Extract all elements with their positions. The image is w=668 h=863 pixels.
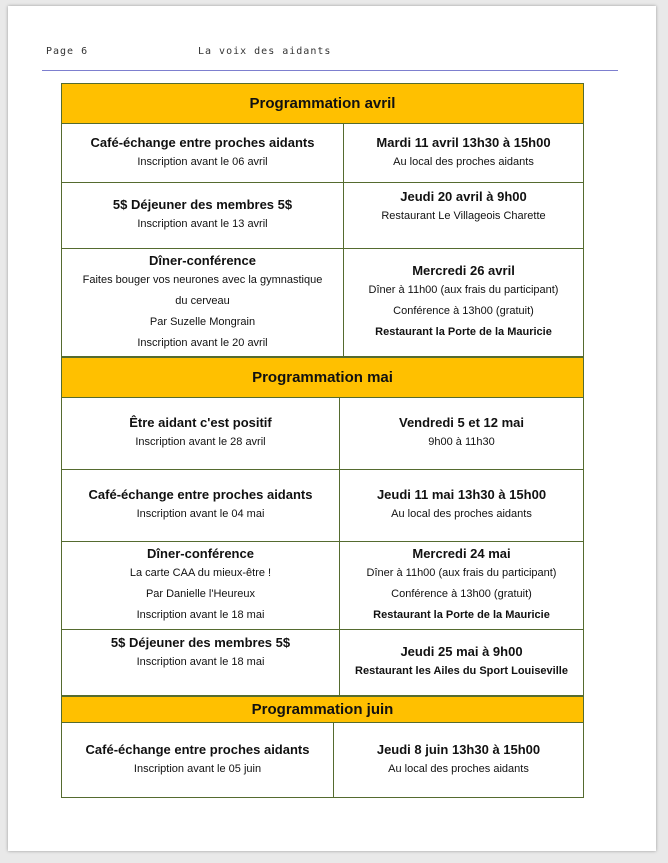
event-row — [61, 124, 584, 183]
event-speaker: Par Suzelle Mongrain — [149, 315, 256, 328]
event-schedule — [340, 630, 583, 695]
event-description — [62, 249, 344, 356]
event-description — [62, 470, 340, 541]
event-title: Dîner-conférence — [147, 546, 254, 561]
event-speaker: Par Danielle l'Heureux — [145, 588, 256, 600]
event-schedule — [344, 249, 583, 356]
event-subtitle: du cerveau — [175, 294, 230, 307]
event-detail: Conférence à 13h00 (gratuit) — [391, 588, 532, 600]
event-location: Au local des proches aidants — [388, 762, 529, 775]
event-subtitle: La carte CAA du mieux-être ! — [129, 567, 272, 579]
event-registration: Inscription avant le 13 avril — [137, 218, 268, 230]
event-row — [61, 542, 584, 630]
event-detail: Dîner à 11h00 (aux frais du participant) — [366, 567, 557, 579]
event-registration: Inscription avant le 28 avril — [135, 436, 266, 448]
event-schedule — [344, 124, 583, 182]
event-location: Au local des proches aidants — [393, 155, 534, 168]
event-description — [62, 398, 340, 469]
event-row — [61, 249, 584, 357]
event-date: Jeudi 20 avril à 9h00 — [400, 189, 527, 204]
event-registration: Inscription avant le 18 mai — [136, 609, 265, 621]
page-number: Page 6 — [46, 46, 89, 57]
event-detail: Dîner à 11h00 (aux frais du participant) — [368, 284, 559, 296]
event-date: Jeudi 11 mai 13h30 à 15h00 — [376, 487, 547, 502]
event-registration: Inscription avant le 05 juin — [133, 762, 262, 775]
event-subtitle: Faites bouger vos neurones avec la gymnastique — [82, 273, 323, 286]
event-registration: Inscription avant le 18 mai — [136, 656, 265, 668]
event-detail: Conférence à 13h00 (gratuit) — [393, 305, 534, 317]
event-location: Restaurant la Porte de la Mauricie — [373, 609, 550, 621]
event-time: 9h00 à 11h30 — [428, 436, 495, 448]
event-schedule — [344, 183, 583, 248]
event-row — [61, 723, 584, 798]
event-row — [61, 470, 584, 542]
event-title: Café-échange entre proches aidants — [85, 741, 310, 757]
newsletter-title: La voix des aidants — [198, 46, 332, 57]
event-row — [61, 398, 584, 470]
event-description — [62, 124, 344, 182]
event-title: Être aidant c'est positif — [129, 415, 272, 430]
event-schedule — [340, 542, 583, 629]
event-registration: Inscription avant le 06 avril — [137, 155, 268, 168]
section-title: Programmation avril — [61, 83, 584, 124]
section-mai — [61, 357, 584, 696]
event-title: 5$ Déjeuner des membres 5$ — [110, 635, 291, 650]
event-date: Mercredi 26 avril — [412, 263, 515, 278]
event-date: Jeudi 25 mai à 9h00 — [400, 644, 523, 659]
event-description — [62, 183, 344, 248]
event-date: Jeudi 8 juin 13h30 à 15h00 — [376, 741, 541, 757]
event-date: Mercredi 24 mai — [412, 546, 511, 561]
event-location: Restaurant la Porte de la Mauricie — [375, 326, 552, 338]
section-avril — [61, 83, 584, 357]
event-location: Au local des proches aidants — [391, 508, 532, 520]
event-title: Café-échange entre proches aidants — [90, 134, 315, 150]
event-row — [61, 183, 584, 249]
event-title: Café-échange entre proches aidants — [88, 487, 313, 502]
event-schedule — [340, 470, 583, 541]
event-schedule — [334, 723, 583, 797]
event-description — [62, 542, 340, 629]
section-title: Programmation juin — [61, 696, 584, 723]
header-rule — [42, 70, 618, 71]
event-location: Restaurant Le Villageois Charette — [381, 210, 546, 222]
event-description — [62, 723, 334, 797]
event-description — [62, 630, 340, 695]
event-location: Restaurant les Ailes du Sport Louiseville — [355, 665, 568, 677]
event-title: Dîner-conférence — [149, 252, 256, 268]
section-juin — [61, 696, 584, 798]
event-registration: Inscription avant le 04 mai — [136, 508, 265, 520]
event-date: Vendredi 5 et 12 mai — [398, 415, 524, 430]
event-schedule — [340, 398, 583, 469]
event-date: Mardi 11 avril 13h30 à 15h00 — [376, 134, 551, 150]
event-registration: Inscription avant le 20 avril — [137, 336, 268, 349]
event-title: 5$ Déjeuner des membres 5$ — [112, 197, 293, 212]
event-row — [61, 630, 584, 696]
section-title: Programmation mai — [61, 357, 584, 398]
